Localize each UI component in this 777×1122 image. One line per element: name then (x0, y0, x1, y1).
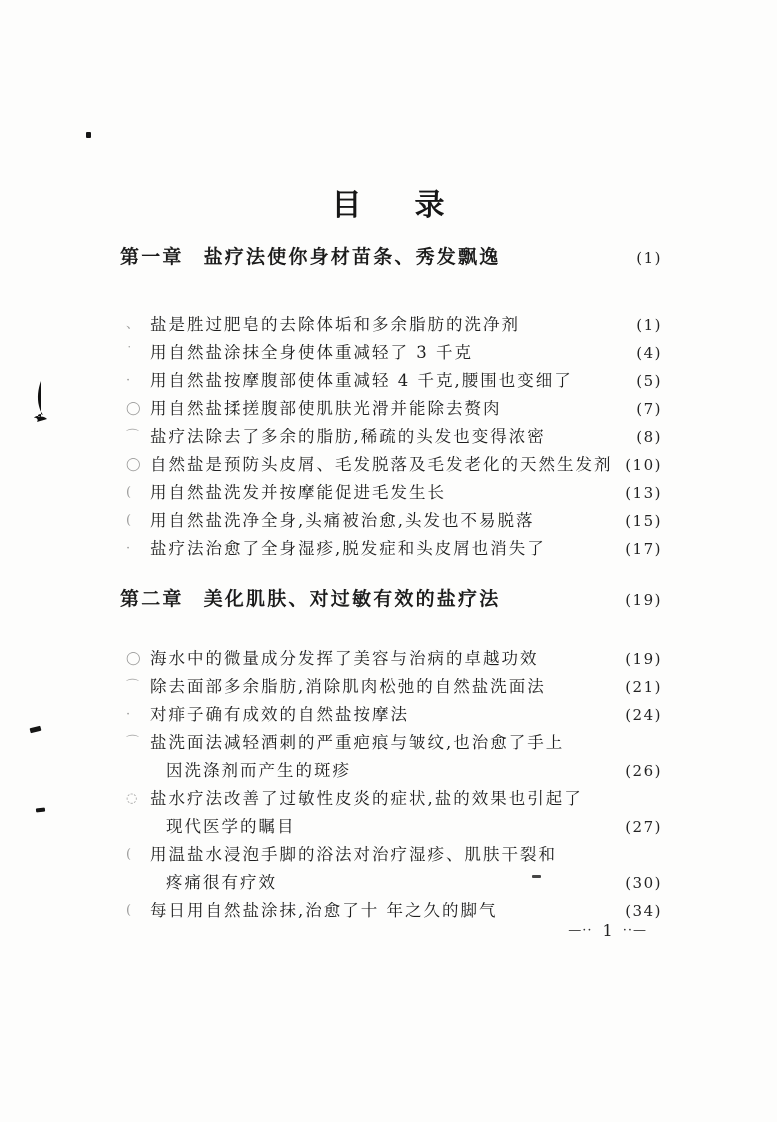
item-line (150, 869, 662, 897)
item-text: 用自然盐涂抹全身使体重减轻了 3 千克 (150, 343, 473, 362)
item-line (150, 339, 662, 367)
item-text: 盐是胜过肥皂的去除体垢和多余脂肪的洗净剂 (150, 315, 520, 334)
item-marker: · (126, 541, 131, 556)
item-lines (150, 841, 662, 897)
item-page-number: (15) (625, 512, 662, 530)
item-page-number: (17) (625, 540, 662, 558)
page-footer (568, 921, 647, 940)
toc-chapters (120, 243, 662, 925)
item-marker: · (126, 373, 131, 388)
scan-speck (30, 726, 42, 734)
item-line (150, 535, 662, 563)
item-line (150, 423, 662, 451)
footer-page-number: 1 (602, 921, 613, 940)
chapter-label: 第二章 (120, 588, 184, 610)
item-text: 每日用自然盐涂抹,治愈了十 年之久的脚气 (150, 901, 498, 920)
toc-item (120, 479, 662, 507)
item-lines (150, 479, 662, 507)
item-text: 用温盐水浸泡手脚的浴法对治疗湿疹、肌肤干裂和 (150, 845, 557, 864)
item-lines (150, 367, 662, 395)
toc-item (120, 535, 662, 563)
item-lines (150, 729, 662, 785)
item-marker: ˙ (126, 345, 133, 360)
item-line (150, 645, 662, 673)
item-page-number: (24) (625, 706, 662, 724)
item-page-number: (7) (636, 400, 662, 418)
item-line (150, 395, 662, 423)
toc-item (120, 311, 662, 339)
chapter-heading (120, 243, 662, 271)
item-marker: ⌒ (126, 429, 140, 444)
chapter-items (120, 645, 662, 925)
item-marker: · (126, 707, 131, 722)
item-lines (150, 673, 662, 701)
item-text: 盐疗法治愈了全身湿疹,脱发症和头皮屑也消失了 (150, 539, 546, 558)
toc-item (120, 785, 662, 841)
item-line (150, 785, 662, 813)
item-line (150, 451, 662, 479)
item-page-number: (19) (625, 650, 662, 668)
chapter-title: 盐疗法使你身材苗条、秀发飘逸 (203, 246, 501, 268)
toc-item (120, 451, 662, 479)
item-page-number: (34) (625, 902, 662, 920)
page-title (0, 180, 777, 224)
item-lines (150, 451, 662, 479)
item-marker: ◯ (126, 651, 141, 666)
page-title-char-1: 目 (331, 188, 363, 223)
item-marker: ◌ (126, 791, 138, 806)
item-page-number: (13) (625, 484, 662, 502)
toc-item (120, 841, 662, 897)
chapter-label: 第一章 (120, 246, 184, 268)
item-line (150, 673, 662, 701)
chapter-title: 美化肌肤、对过敏有效的盐疗法 (203, 588, 501, 610)
item-marker: ⌒ (126, 679, 140, 694)
item-page-number: (4) (636, 344, 662, 362)
toc-item (120, 701, 662, 729)
page-title-char-2: 录 (414, 188, 446, 223)
item-text: 盐疗法除去了多余的脂肪,稀疏的头发也变得浓密 (150, 427, 546, 446)
toc-item (120, 367, 662, 395)
item-text: 用自然盐洗净全身,头痛被治愈,头发也不易脱落 (150, 511, 535, 530)
chapter-items (120, 311, 662, 563)
toc-chapter (120, 585, 662, 925)
item-line (150, 311, 662, 339)
item-line (150, 841, 662, 869)
item-marker: ( (126, 485, 132, 500)
item-page-number: (21) (625, 678, 662, 696)
item-page-number: (1) (636, 316, 662, 334)
item-lines (150, 535, 662, 563)
item-lines (150, 311, 662, 339)
toc-item (120, 729, 662, 785)
item-marker: ◯ (126, 457, 141, 472)
item-line (150, 479, 662, 507)
item-lines (150, 785, 662, 841)
toc-item (120, 507, 662, 535)
item-line (150, 367, 662, 395)
item-lines (150, 339, 662, 367)
item-text: 盐水疗法改善了过敏性皮炎的症状,盐的效果也引起了 (150, 789, 583, 808)
item-lines (150, 507, 662, 535)
scan-speck (86, 132, 91, 138)
chapter-heading (120, 585, 662, 613)
toc-item (120, 339, 662, 367)
item-page-number: (27) (625, 818, 662, 836)
item-marker: ◯ (126, 401, 141, 416)
ink-smudge-mark (28, 381, 54, 429)
toc-item (120, 645, 662, 673)
item-page-number: (5) (636, 372, 662, 390)
item-page-number: (30) (625, 874, 662, 892)
item-text: 自然盐是预防头皮屑、毛发脱落及毛发老化的天然生发剂 (150, 455, 613, 474)
footer-right-dash: ··— (622, 923, 647, 938)
item-text: 因洗涤剂而产生的斑疹 (166, 761, 351, 780)
item-line (150, 507, 662, 535)
item-line (150, 729, 662, 757)
item-marker: ( (126, 513, 132, 528)
item-marker: ( (126, 903, 132, 918)
item-page-number: (10) (625, 456, 662, 474)
item-lines (150, 395, 662, 423)
item-text: 盐洗面法减轻酒刺的严重疤痕与皱纹,也治愈了手上 (150, 733, 565, 752)
item-line (150, 757, 662, 785)
item-text: 现代医学的瞩目 (166, 817, 296, 836)
scan-speck (36, 808, 45, 813)
item-marker: ( (126, 847, 132, 862)
item-line (150, 701, 662, 729)
toc-item (120, 395, 662, 423)
toc-item (120, 423, 662, 451)
item-text: 除去面部多余脂肪,消除肌肉松弛的自然盐洗面法 (150, 677, 546, 696)
item-marker: 、 (126, 317, 140, 332)
item-line (150, 813, 662, 841)
chapter-page-number: (1) (636, 249, 662, 267)
toc-item (120, 673, 662, 701)
item-lines (150, 701, 662, 729)
item-text: 海水中的微量成分发挥了美容与治病的卓越功效 (150, 649, 539, 668)
item-text: 用自然盐洗发并按摩能促进毛发生长 (150, 483, 446, 502)
item-text: 对痱子确有成效的自然盐按摩法 (150, 705, 409, 724)
item-lines (150, 423, 662, 451)
item-page-number: (8) (636, 428, 662, 446)
item-text: 疼痛很有疗效 (166, 873, 277, 892)
item-text: 用自然盐揉搓腹部使肌肤光滑并能除去赘肉 (150, 399, 502, 418)
footer-left-dash: —·· (568, 923, 593, 938)
item-marker: ⌒ (126, 735, 140, 750)
item-lines (150, 645, 662, 673)
item-text: 用自然盐按摩腹部使体重减轻 4 千克,腰围也变细了 (150, 371, 573, 390)
chapter-page-number: (19) (625, 591, 662, 609)
toc-chapter (120, 243, 662, 563)
item-page-number: (26) (625, 762, 662, 780)
